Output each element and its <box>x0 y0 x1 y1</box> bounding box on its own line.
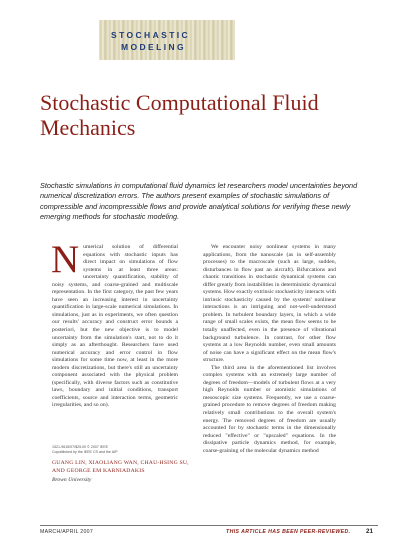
department-banner <box>99 20 235 60</box>
left-paragraph-1: umerical solution of differential equations with stochastic inputs has direct impact on simulations of flow systems in at least three areas: uncertainty quantification, stability of noisy systems, and coarse-grained and multiscale representation. In the first category, the past few years have seen an increasing interest in uncertainty quantification in large-scale numerical simulations. In simulations, just as in experiments, we often question our results' accuracy and construct error bounds a posteriori, but the new objective is to model uncertainty from the simulation's start, not to do it simply as an afterthought. Researchers have used numerical accuracy and error control in flow simulations for some time now, at least in the more modern discretizations, but there's still an uncertainty component associated with the physical problem (specifically, with diverse factors such as constitutive laws, boundary and initial conditions, transport coefficients, source and interaction terms, geometric irregularities, and so on). <box>52 244 178 409</box>
author-list <box>52 459 192 475</box>
issue-date: MARCH/APRIL 2007 <box>40 529 94 535</box>
author-line-1: GUANG LIN, XIAOLIANG WAN, CHAU-HSING SU, <box>52 460 189 466</box>
author-affiliation: Brown University <box>52 477 92 483</box>
left-column <box>51 238 178 410</box>
right-column <box>203 244 336 455</box>
article-title: Stochastic Computational Fluid Mechanics <box>40 90 319 140</box>
right-paragraph-1: We encounter noisy nonlinear systems in many applications, from the nanoscale (as in self-assembly processes) to the macroscale (such as large, sudden, disturbances in flow past an aircraft). Bifurcations and chaotic transitions in stochastic dynamical systems can differ greatly from instabilities in deterministic dynamical systems. How exactly extrinsic stochasticity interacts with intrinsic stochasticity caused by the systems' nonlinear interactions is an intriguing and not-well-understood problem. In turbulent boundary layers, in which a wide range of small scales exists, the mean flow seems to be totally unaffected, even in the presence of vibrational background turbulence. In contrast, for other flow systems at a low Reynolds number, even small amounts of noise can have a significant effect on the mean flow's structure. <box>203 244 336 364</box>
article-abstract: Stochastic simulations in computational fluid dynamics let researchers model uncertainties beyond numerical discretization errors. The authors present examples of stochastic simulations of compressible and incompressible flows and provide analytical solutions for verifying these newly emerging methods for stochastic modeling. <box>40 181 358 222</box>
author-line-2: AND GEORGE EM KARNIADAKIS <box>52 468 145 474</box>
drop-cap: N <box>51 238 80 281</box>
peer-review-notice: THIS ARTICLE HAS BEEN PEER-REVIEWED. <box>226 529 351 535</box>
right-paragraph-2: The third area in the aforementioned list involves complex systems with an extremely large number of degrees of freedom—models of turbulent flows at a very high Reynolds number or atomistic simulations of mesoscopic size systems. Frequently, we use a coarse-grained procedure to remove degrees of freedom making relatively small contributions to the overall system's energy. The removed degrees of freedom are usually accounted for by stochastic terms in the dimensionally reduced "effective" or "upscaled" equations. In the dissipative particle dynamics method, for example, coarse-graining of the molecular dynamics method <box>203 364 336 454</box>
issn-line: 1521-9615/07/$25.00 © 2007 IEEE <box>52 445 108 449</box>
footer-rule <box>40 525 378 526</box>
copublisher-line: Copublished by the IEEE CS and the AIP <box>52 450 118 454</box>
department-line-2: MODELING <box>121 42 187 52</box>
page-number: 21 <box>366 528 374 535</box>
department-line-1: STOCHASTIC <box>111 30 191 40</box>
publication-meta <box>52 445 182 455</box>
